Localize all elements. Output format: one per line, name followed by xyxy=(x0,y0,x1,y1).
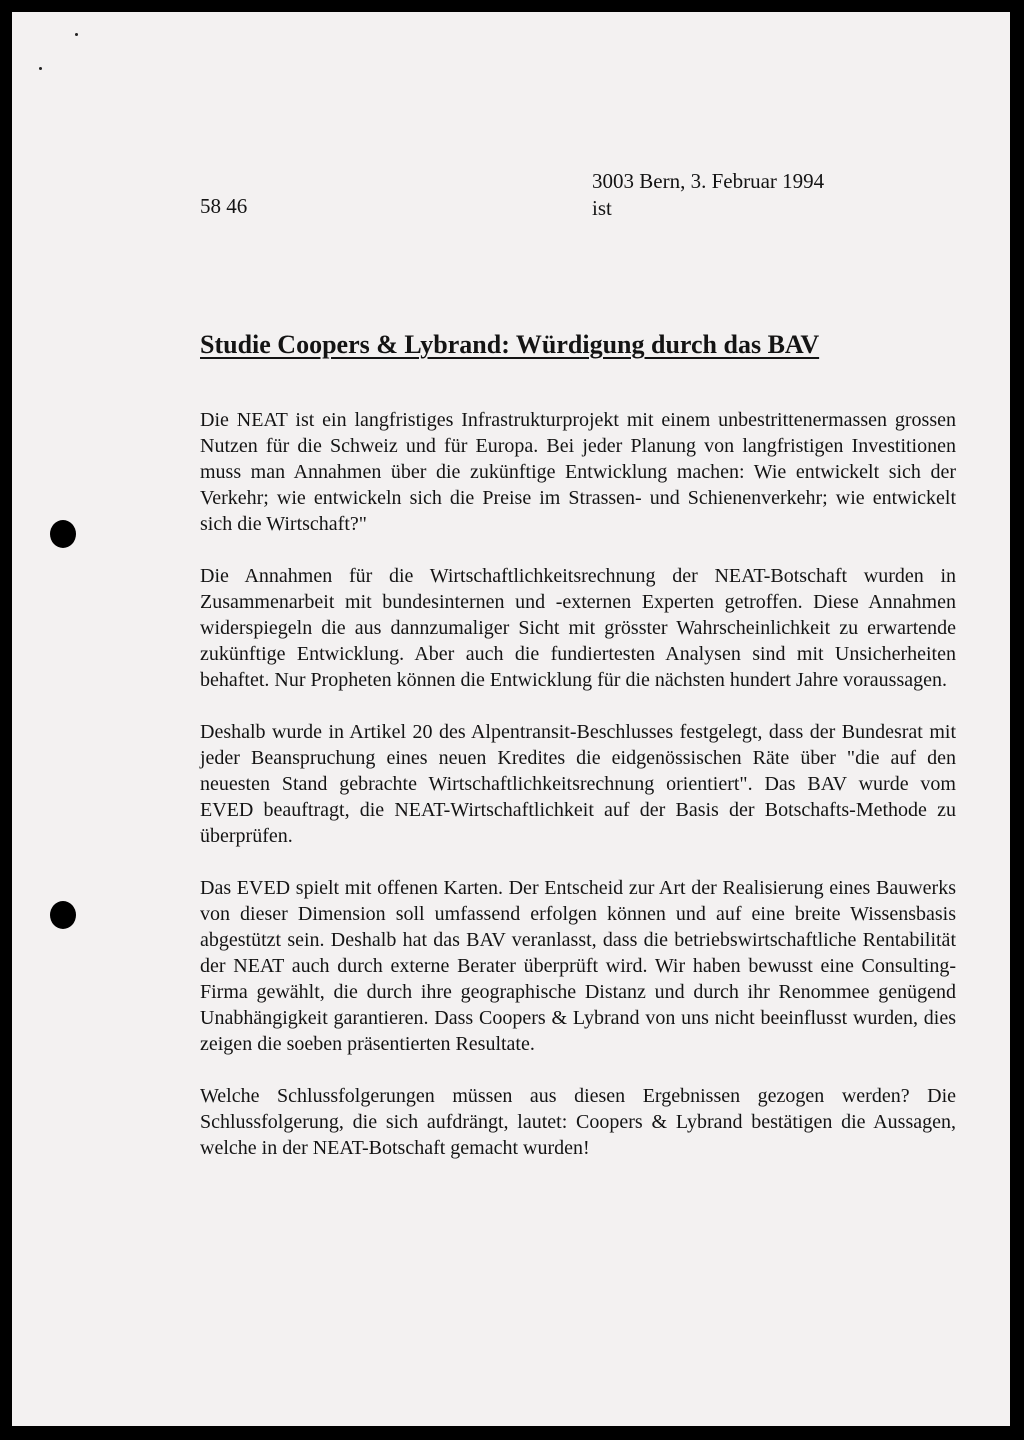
place-date-block xyxy=(592,168,824,222)
paragraph: Deshalb wurde in Artikel 20 des Alpentransit-Beschlusses festgelegt, dass der Bundesrat mit jeder Beanspruchung eines neuen Kredites die eidgenössischen Räte über "die auf den neuesten Stand gebrachte Wirtschaftlichkeitsrechnung orientiert". Das BAV wurde vom EVED beauftragt, die NEAT-Wirtschaftlichkeit auf der Basis der Botschafts-Methode zu überprüfen. xyxy=(200,721,956,847)
document-title: Studie Coopers & Lybrand: Würdigung durch das BAV xyxy=(200,330,820,359)
scan-speck xyxy=(75,33,78,36)
scan-speck xyxy=(39,67,42,70)
paragraph: Die Annahmen für die Wirtschaftlichkeitsrechnung der NEAT-Botschaft wurden in Zusammenarbeit mit bundesinternen und -externen Experten getroffen. Diese Annahmen widerspiegeln die aus dannzumaliger Sicht mit grösster Wahrscheinlichkeit zu erwartende zukünftige Entwicklung. Aber auch die fundiertesten Analysen sind mit Unsicherheiten behaftet. Nur Propheten können die Entwicklung für die nächsten hundert Jahre voraussagen. xyxy=(200,565,956,691)
document-body xyxy=(200,407,956,1187)
punch-hole xyxy=(50,520,76,548)
place-date: 3003 Bern, 3. Februar 1994 xyxy=(592,169,825,193)
paragraph: Die NEAT ist ein langfristiges Infrastrukturprojekt mit einem unbestrittenermassen grossen Nutzen für die Schweiz und für Europa. Bei jeder Planung von langfristigen Investitionen muss man Annahmen über die zukünftige Entwicklung machen: Wie entwickelt sich der Verkehr; wie entwickeln sich die Preise im Strassen- und Schienenverkehr; wie entwickelt sich die Wirtschaft?" xyxy=(200,409,956,535)
paragraph: Welche Schlussfolgerungen müssen aus diesen Ergebnissen gezogen werden? Die Schlussfolgerung, die sich aufdrängt, lautet: Coopers & Lybrand bestätigen die Aussagen, welche in der NEAT-Botschaft gemacht wurden! xyxy=(200,1085,956,1159)
reference-number: 58 46 xyxy=(200,194,248,218)
document-page xyxy=(12,12,1010,1426)
punch-hole xyxy=(50,901,76,929)
paragraph: Das EVED spielt mit offenen Karten. Der Entscheid zur Art der Realisierung eines Bauwerks von dieser Dimension soll umfassend erfolgen können und auf eine breite Wissensbasis abgestützt sein. Deshalb hat das BAV veranlasst, dass die betriebswirtschaftliche Rentabilität der NEAT auch durch externe Berater überprüft wird. Wir haben bewusst eine Consulting-Firma gewählt, die durch ihre geographische Distanz und durch ihr Renommee genügend Unabhängigkeit garantieren. Dass Coopers & Lybrand von uns nicht beeinflusst wurden, dies zeigen die soeben präsentierten Resultate. xyxy=(200,877,956,1055)
initials: ist xyxy=(592,196,612,220)
